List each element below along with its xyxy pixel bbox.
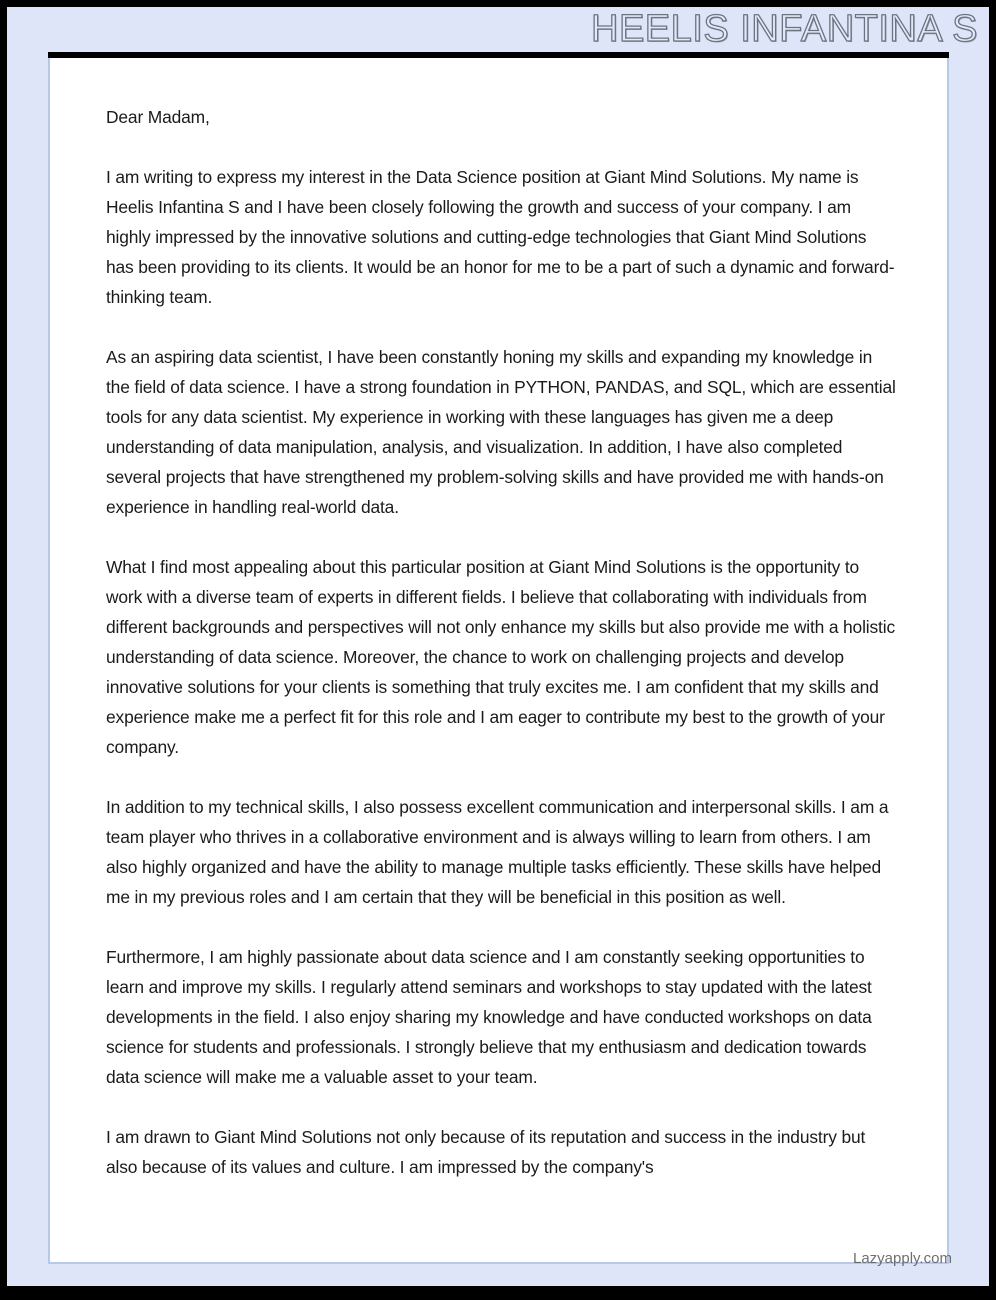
letter-paragraph: I am writing to express my interest in the Data Science position at Giant Mind Solutions. My name is Heelis Infantina S and I have been closely following the growth and success of your company. I am highly impressed by the innovative solutions and cutting-edge technologies that Giant Mind Solutions has been providing to its clients. It would be an honor for me to be a part of such a dynamic and forward-thinking team. [106, 167, 895, 307]
letter-paragraph: I am drawn to Giant Mind Solutions not only because of its reputation and success in the industry but also because of its values and culture. I am impressed by the company's [106, 1127, 866, 1177]
letter-paragraph: Furthermore, I am highly passionate about data science and I am constantly seeking opportunities to learn and improve my skills. I regularly attend seminars and workshops to stay updated with the latest developments in the field. I also enjoy sharing my knowledge and have conducted workshops on data science for students and professionals. I strongly believe that my enthusiasm and dedication towards data science will make me a valuable asset to your team. [106, 947, 872, 1087]
page-canvas [7, 7, 989, 1286]
letter-paragraph: What I find most appealing about this particular position at Giant Mind Solutions is the opportunity to work with a diverse team of experts in different fields. I believe that collaborating with individuals from different backgrounds and perspectives will not only enhance my skills but also provide me with a holistic understanding of data science. Moreover, the chance to work on challenging projects and develop innovative solutions for your clients is something that truly excites me. I am confident that my skills and experience make me a perfect fit for this role and I am eager to contribute my best to the growth of your company. [106, 557, 895, 757]
letter-paragraph: As an aspiring data scientist, I have been constantly honing my skills and expanding my knowledge in the field of data science. I have a strong foundation in PYTHON, PANDAS, and SQL, which are essential tools for any data scientist. My experience in working with these languages has given me a deep understanding of data manipulation, analysis, and visualization. In addition, I have also completed several projects that have strengthened my problem-solving skills and have provided me with hands-on experience in handling real-world data. [106, 347, 896, 517]
letter-paragraph: In addition to my technical skills, I also possess excellent communication and interpersonal skills. I am a team player who thrives in a collaborative environment and is always willing to learn from others. I am also highly organized and have the ability to manage multiple tasks efficiently. These skills have helped me in my previous roles and I am certain that they will be beneficial in this position as well. [106, 797, 889, 907]
letter-salutation: Dear Madam, [106, 107, 210, 127]
lazyapply-watermark: Lazyapply.com [853, 1250, 952, 1267]
page-title: HEELIS INFANTINA S [591, 8, 978, 50]
cover-letter-body [48, 58, 949, 1286]
document-header [7, 7, 989, 52]
